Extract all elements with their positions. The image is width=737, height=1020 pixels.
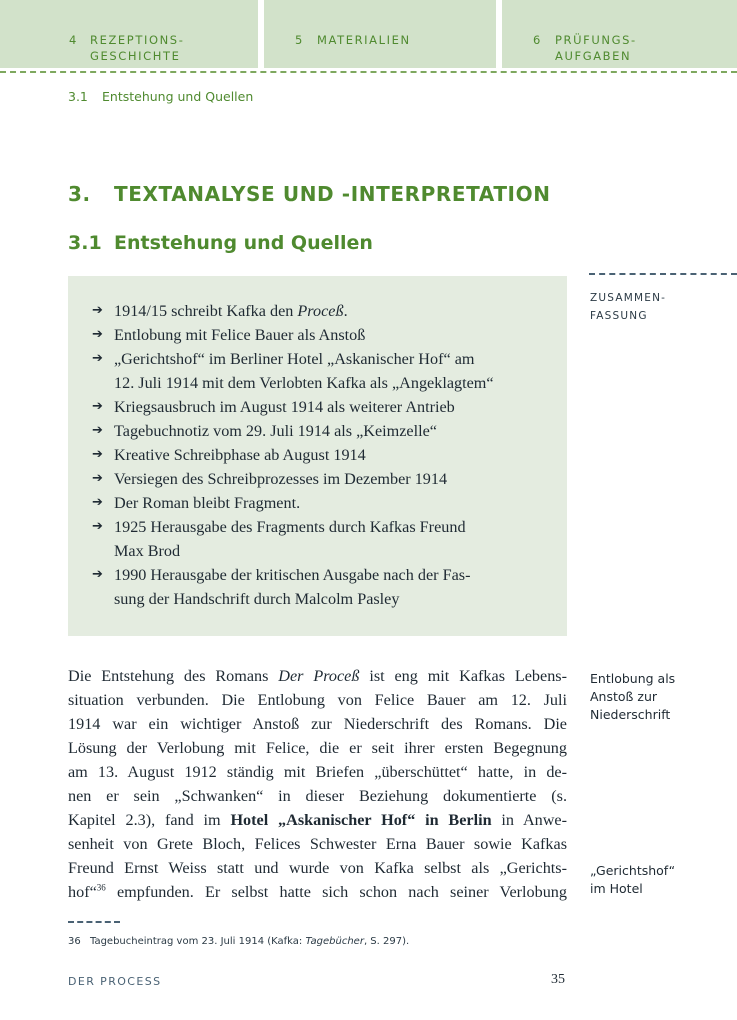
arrow-right-icon: ➔	[92, 303, 103, 318]
footnote-number: 36	[68, 936, 81, 947]
list-item: ➔ Versiegen des Schreibprozesses im Dezember 1914	[92, 467, 557, 491]
text-line: Freund Ernst Weiss statt und wurde von Kafka selbst als „Gerichts-	[68, 859, 567, 877]
text-line: hof“$^{36}$ empfunden. Er selbst hatte sich schon nach seiner Verlobung	[68, 882, 567, 901]
footer-book-title: DER PROCESS	[68, 975, 162, 988]
list-item: ➔ Entlobung mit Felice Bauer als Anstoß	[92, 323, 557, 347]
arrow-right-icon: ➔	[92, 351, 103, 366]
tab-label: MATERIALIEN	[317, 33, 411, 47]
summary-margin-label: ZUSAMMEN- FASSUNG	[590, 292, 667, 322]
running-head-title: Entstehung und Quellen	[102, 89, 254, 104]
arrow-right-icon: ➔	[92, 423, 103, 438]
list-item: ➔ „Gerichtshof“ im Berliner Hotel „Askanischer Hof“ am 12. Juli 1914 mit dem Verlobten Kafka als „Angeklagtem“	[92, 347, 557, 395]
tab-number: 5	[295, 33, 304, 47]
footnote-rule	[68, 921, 120, 923]
text-line: 1914 war ein wichtiger Anstoß zur Niederschrift des Romans. Die	[68, 715, 567, 733]
tab-number: 6	[533, 33, 542, 47]
margin-note-gerichtshof: „Gerichtshof“ im Hotel	[590, 863, 676, 896]
chapter-title-text: TEXTANALYSE UND -INTERPRETATION	[114, 182, 551, 206]
footnote: 36 Tagebucheintrag vom 23. Juli 1914 (Kafka: Tagebücher, S. 297).	[68, 936, 410, 947]
list-item: ➔ 1990 Herausgabe der kritischen Ausgabe nach der Fas- sung der Handschrift durch Malcolm Pasley	[92, 563, 557, 611]
list-item: ➔ Tagebuchnotiz vom 29. Juli 1914 als „Keimzelle“	[92, 419, 557, 443]
text-line: nen er sein „Schwanken“ in dieser Beziehung dokumentierte (s.	[68, 787, 567, 805]
summary-box	[68, 276, 567, 636]
summary-list	[92, 299, 557, 611]
list-item: ➔ Kreative Schreibphase ab August 1914	[92, 443, 557, 467]
arrow-right-icon: ➔	[92, 399, 103, 414]
chapter-title	[68, 182, 551, 206]
tab-label: PRÜFUNGS- AUFGABEN	[555, 33, 637, 63]
text-line: Die Entstehung des Romans Der Proceß ist eng mit Kafkas Lebens-	[68, 667, 567, 685]
body-paragraph	[68, 664, 567, 904]
nav-divider	[0, 71, 737, 73]
text-line: Kapitel 2.3), fand im Hotel „Askanischer Hof“ in Berlin in Anwe-	[68, 811, 568, 829]
list-item: ➔ 1925 Herausgabe des Fragments durch Kafkas Freund Max Brod	[92, 515, 557, 563]
arrow-right-icon: ➔	[92, 327, 103, 342]
tab-label: REZEPTIONS- GESCHICHTE	[90, 33, 185, 63]
tab-materialien[interactable]	[264, 0, 496, 68]
margin-rule	[589, 273, 737, 275]
running-head	[68, 89, 253, 104]
chapter-navigation	[0, 0, 737, 70]
running-head-number: 3.1	[68, 89, 88, 104]
section-title	[68, 232, 373, 254]
text-line: Lösung der Verlobung mit Felice, die er seit ihrer ersten Begegnung	[68, 739, 567, 757]
text-line: senheit von Grete Bloch, Felices Schwester Erna Bauer sowie Kafkas	[68, 835, 567, 853]
list-item: ➔ Der Roman bleibt Fragment.	[92, 491, 557, 515]
page-number: 35	[551, 972, 565, 987]
footnote-ref[interactable]: 36	[96, 882, 106, 893]
list-item: ➔ 1914/15 schreibt Kafka den Proceß.	[92, 299, 557, 323]
text-line: situation verbunden. Die Entlobung von Felice Bauer am 12. Juli	[68, 691, 567, 709]
arrow-right-icon: ➔	[92, 447, 103, 462]
list-item: ➔ Kriegsausbruch im August 1914 als weiterer Antrieb	[92, 395, 557, 419]
text-line: am 13. August 1912 ständig mit Briefen „überschüttet“ hatte, in de-	[68, 763, 567, 781]
arrow-right-icon: ➔	[92, 519, 103, 534]
arrow-right-icon: ➔	[92, 567, 103, 582]
arrow-right-icon: ➔	[92, 495, 103, 510]
tab-number: 4	[69, 33, 78, 47]
tab-rezeptionsgeschichte[interactable]	[0, 0, 258, 68]
margin-note-entlobung: Entlobung als Anstoß zur Niederschrift	[590, 671, 676, 722]
chapter-number: 3.	[68, 182, 91, 206]
tab-pruefungsaufgaben[interactable]	[502, 0, 737, 68]
arrow-right-icon: ➔	[92, 471, 103, 486]
section-number: 3.1	[68, 232, 102, 254]
section-title-text: Entstehung und Quellen	[114, 232, 373, 254]
